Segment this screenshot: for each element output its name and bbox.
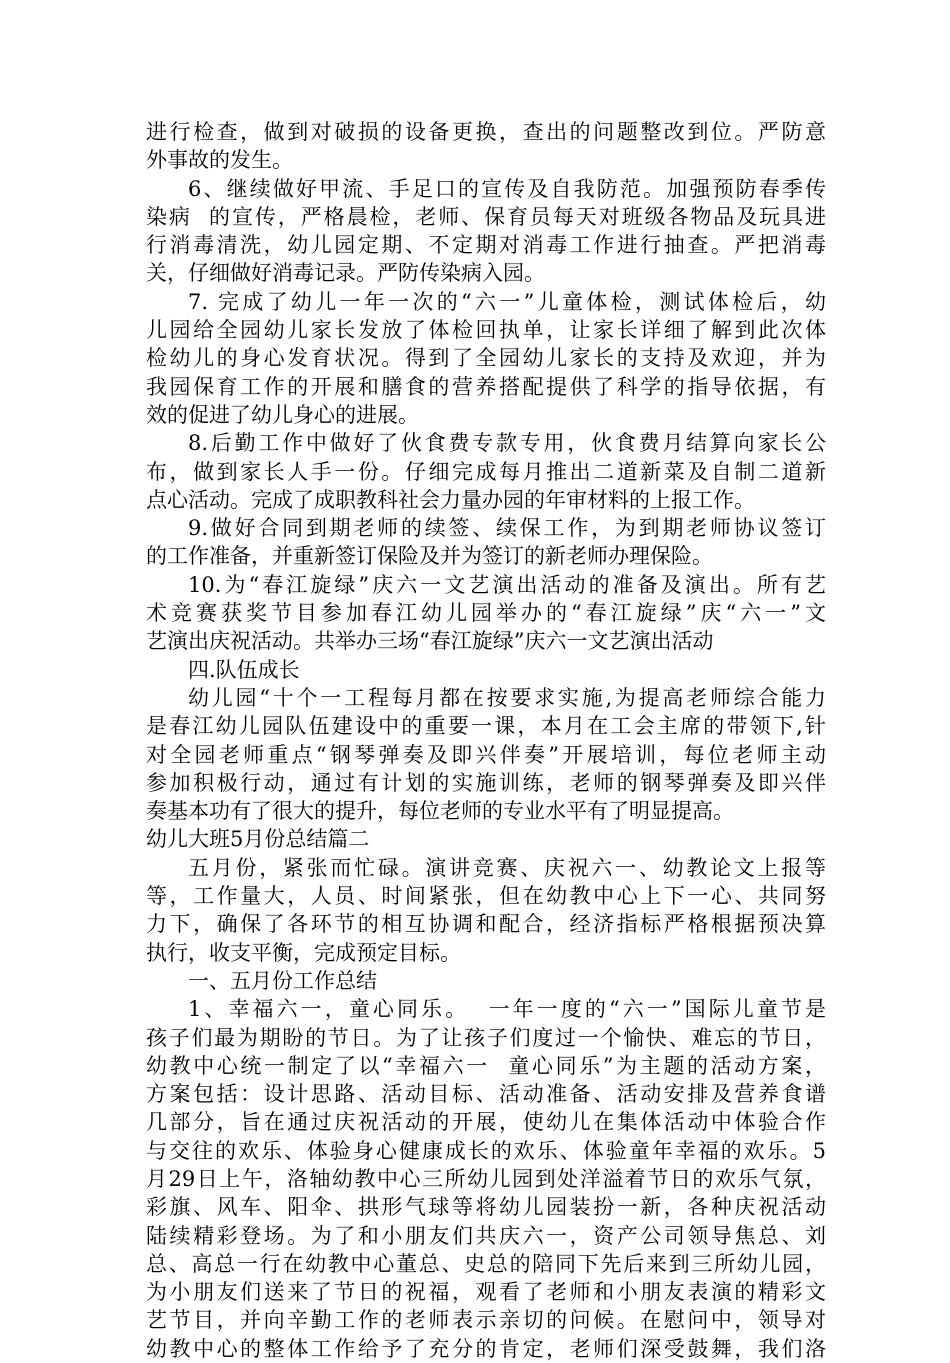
text-line: 9.做好合同到期老师的续签、续保工作，为到期老师协议签订	[188, 516, 826, 541]
text-line: 外事故的发生。	[146, 148, 293, 173]
text-line: 7. 完成了幼儿一年一次的“六一”儿童体检，测试体检后，幼	[188, 289, 826, 314]
text-line: 为小朋友们送来了节日的祝福，观看了老师和小朋友表演的精彩文	[146, 1280, 826, 1305]
text-line: 我园保育工作的开展和膳食的营养搭配提供了科学的指导依据，有	[146, 374, 826, 399]
text-line: 儿园给全园幼儿家长发放了体检回执单，让家长详细了解到此次体	[146, 318, 826, 343]
text-line: 彩旗、风车、阳伞、拱形气球等将幼儿园装扮一新，各种庆祝活动	[146, 1195, 826, 1220]
text-line: 方案包括：设计思路、活动目标、活动准备、活动安排及营养食谱	[146, 1082, 826, 1107]
text-line: 检幼儿的身心发育状况。得到了全园幼儿家长的支持及欢迎，并为	[146, 346, 826, 371]
text-line: 10.为“春江旋绿”庆六一文艺演出活动的准备及演出。所有艺	[188, 572, 826, 597]
text-line: 幼教中心统一制定了以“幸福六一 童心同乐”为主题的活动方案，	[146, 1053, 826, 1078]
text-line: 与交往的欢乐、体验身心健康成长的欢乐、体验童年幸福的欢乐。5	[146, 1138, 826, 1163]
text-line: 6、继续做好甲流、手足口的宣传及自我防范。加强预防春季传	[188, 176, 826, 201]
text-line: 五月份，紧张而忙碌。演讲竞赛、庆祝六一、幼教论文上报等	[188, 855, 826, 880]
text-line: 行消毒清洗，幼儿园定期、不定期对消毒工作进行抽查。严把消毒	[146, 233, 826, 258]
text-line: 艺节目，并向辛勤工作的老师表示亲切的问候。在慰问中，领导对	[146, 1308, 826, 1333]
text-line: 奏基本功有了很大的提升，每位老师的专业水平有了明显提高。	[146, 799, 734, 824]
text-line: 四.队伍成长	[188, 657, 300, 682]
text-line: 力下，确保了各环节的相互协调和配合，经济指标严格根据预决算	[146, 912, 826, 937]
text-line: 1、幸福六一，童心同乐。 一年一度的“六一”国际儿童节是	[188, 997, 826, 1022]
text-line: 月29日上午，洛轴幼教中心三所幼儿园到处洋溢着节日的欢乐气氛，	[146, 1166, 826, 1191]
text-line: 幼教中心的整体工作给予了充分的肯定，老师们深受鼓舞，我们洛	[146, 1336, 826, 1361]
text-line: 布，做到家长人手一份。仔细完成每月推出二道新菜及自制二道新	[146, 459, 826, 484]
text-line: 是春江幼儿园队伍建设中的重要一课，本月在工会主席的带领下,针	[146, 714, 826, 739]
text-line: 孩子们最为期盼的节日。为了让孩子们度过一个愉快、难忘的节日，	[146, 1025, 826, 1050]
text-line: 染病 的宣传，严格晨检，老师、保育员每天对班级各物品及玩具进	[146, 204, 826, 229]
text-line: 一、五月份工作总结	[188, 968, 377, 993]
text-line: 效的促进了幼儿身心的进展。	[146, 402, 419, 427]
text-line: 8.后勤工作中做好了伙食费专款专用，伙食费月结算向家长公	[188, 431, 826, 456]
text-line: 关，仔细做好消毒记录。严防传染病入园。	[146, 261, 545, 286]
text-line: 执行，收支平衡，完成预定目标。	[146, 940, 461, 965]
text-line: 术竞赛获奖节目参加春江幼儿园举办的“春江旋绿”庆“六一”文	[146, 601, 826, 626]
text-line: 对全园老师重点“钢琴弹奏及即兴伴奏”开展培训，每位老师主动	[146, 742, 826, 767]
text-line: 点心活动。完成了成职教科社会力量办园的年审材料的上报工作。	[146, 487, 755, 512]
text-line: 等，工作量大，人员、时间紧张，但在幼教中心上下一心、共同努	[146, 884, 826, 909]
text-line: 进行检查，做到对破损的设备更换，查出的问题整改到位。严防意	[146, 120, 826, 144]
text-line: 幼儿大班5月份总结篇二	[146, 827, 370, 852]
text-line: 几部分，旨在通过庆祝活动的开展，使幼儿在集体活动中体验合作	[146, 1110, 826, 1135]
text-line: 参加积极行动，通过有计划的实施训练，老师的钢琴弹奏及即兴伴	[146, 770, 826, 795]
text-line: 总、高总一行在幼教中心董总、史总的陪同下先后来到三所幼儿园，	[146, 1251, 826, 1276]
text-line: 艺演出庆祝活动。共举办三场“春江旋绿”庆六一文艺演出活动	[146, 629, 714, 654]
text-line: 幼儿园“十个一工程每月都在按要求实施,为提高老师综合能力	[188, 685, 826, 710]
text-line: 陆续精彩登场。为了和小朋友们共庆六一，资产公司领导焦总、刘	[146, 1223, 826, 1248]
text-line: 的工作准备，并重新签订保险及并为签订的新老师办理保险。	[146, 544, 713, 569]
document-body	[146, 118, 826, 1363]
